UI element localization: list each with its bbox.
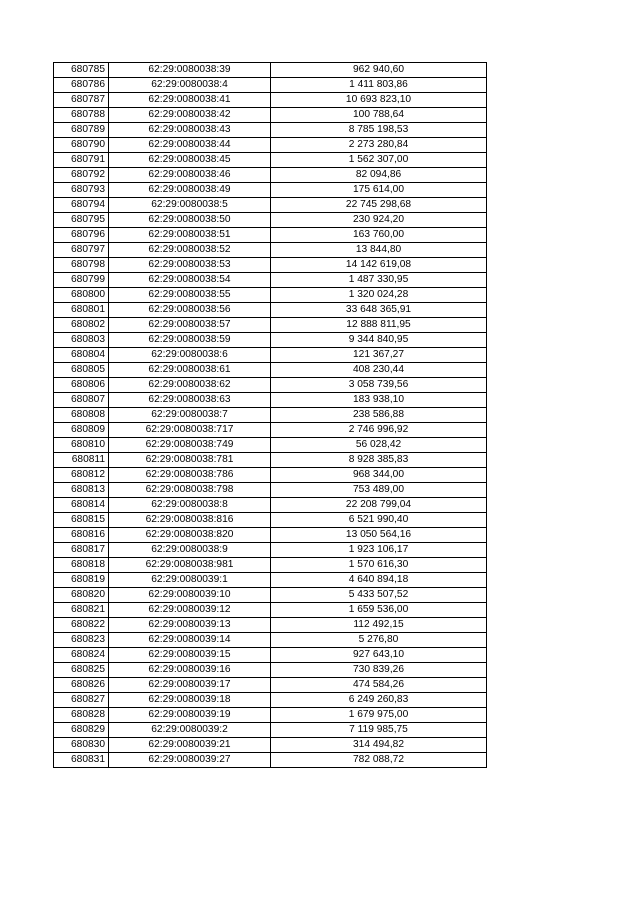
table-row [54, 378, 487, 393]
row-number-cell: 680801 [54, 303, 109, 318]
table-row [54, 288, 487, 303]
row-number-cell: 680791 [54, 153, 109, 168]
cadastral-value-cell: 10 693 823,10 [271, 93, 487, 108]
table-row [54, 678, 487, 693]
cadastral-value-cell: 22 745 298,68 [271, 198, 487, 213]
cadastral-value-cell: 33 648 365,91 [271, 303, 487, 318]
table-row [54, 483, 487, 498]
cadastral-number-cell: 62:29:0080038:49 [109, 183, 271, 198]
table-body [54, 63, 487, 768]
row-number-cell: 680825 [54, 663, 109, 678]
cadastral-value-cell: 730 839,26 [271, 663, 487, 678]
cadastral-value-cell: 8 785 198,53 [271, 123, 487, 138]
cadastral-number-cell: 62:29:0080038:61 [109, 363, 271, 378]
cadastral-number-cell: 62:29:0080038:39 [109, 63, 271, 78]
row-number-cell: 680831 [54, 753, 109, 768]
table-row [54, 453, 487, 468]
table-row [54, 468, 487, 483]
cadastral-value-cell: 1 659 536,00 [271, 603, 487, 618]
table-row [54, 423, 487, 438]
table-row [54, 138, 487, 153]
row-number-cell: 680796 [54, 228, 109, 243]
row-number-cell: 680806 [54, 378, 109, 393]
row-number-cell: 680798 [54, 258, 109, 273]
row-number-cell: 680813 [54, 483, 109, 498]
table-row [54, 348, 487, 363]
row-number-cell: 680789 [54, 123, 109, 138]
cadastral-value-cell: 2 746 996,92 [271, 423, 487, 438]
cadastral-number-cell: 62:29:0080038:43 [109, 123, 271, 138]
table-row [54, 558, 487, 573]
cadastral-value-cell: 1 562 307,00 [271, 153, 487, 168]
cadastral-number-cell: 62:29:0080039:14 [109, 633, 271, 648]
row-number-cell: 680787 [54, 93, 109, 108]
table-row [54, 153, 487, 168]
cadastral-value-cell: 1 487 330,95 [271, 273, 487, 288]
table-row [54, 393, 487, 408]
row-number-cell: 680803 [54, 333, 109, 348]
table-row [54, 633, 487, 648]
cadastral-value-cell: 5 433 507,52 [271, 588, 487, 603]
cadastral-value-cell: 8 928 385,83 [271, 453, 487, 468]
cadastral-number-cell: 62:29:0080038:52 [109, 243, 271, 258]
table-row [54, 573, 487, 588]
row-number-cell: 680820 [54, 588, 109, 603]
cadastral-number-cell: 62:29:0080038:59 [109, 333, 271, 348]
row-number-cell: 680829 [54, 723, 109, 738]
cadastral-value-cell: 12 888 811,95 [271, 318, 487, 333]
table-row [54, 258, 487, 273]
cadastral-value-cell: 13 050 564,16 [271, 528, 487, 543]
row-number-cell: 680819 [54, 573, 109, 588]
table-row [54, 618, 487, 633]
row-number-cell: 680822 [54, 618, 109, 633]
cadastral-value-cell: 121 367,27 [271, 348, 487, 363]
table-row [54, 213, 487, 228]
cadastral-value-cell: 112 492,15 [271, 618, 487, 633]
cadastral-number-cell: 62:29:0080038:7 [109, 408, 271, 423]
cadastral-number-cell: 62:29:0080038:53 [109, 258, 271, 273]
cadastral-value-cell: 175 614,00 [271, 183, 487, 198]
table-row [54, 408, 487, 423]
table-row [54, 228, 487, 243]
cadastral-number-cell: 62:29:0080039:17 [109, 678, 271, 693]
table-row [54, 168, 487, 183]
row-number-cell: 680830 [54, 738, 109, 753]
table-row [54, 108, 487, 123]
cadastral-number-cell: 62:29:0080039:18 [109, 693, 271, 708]
cadastral-value-cell: 474 584,26 [271, 678, 487, 693]
cadastral-value-cell: 962 940,60 [271, 63, 487, 78]
cadastral-value-cell: 753 489,00 [271, 483, 487, 498]
row-number-cell: 680797 [54, 243, 109, 258]
table-row [54, 123, 487, 138]
table-row [54, 543, 487, 558]
row-number-cell: 680821 [54, 603, 109, 618]
cadastral-number-cell: 62:29:0080038:981 [109, 558, 271, 573]
cadastral-number-cell: 62:29:0080039:12 [109, 603, 271, 618]
table-row [54, 528, 487, 543]
cadastral-number-cell: 62:29:0080039:15 [109, 648, 271, 663]
table-row [54, 603, 487, 618]
cadastral-value-cell: 1 679 975,00 [271, 708, 487, 723]
row-number-cell: 680816 [54, 528, 109, 543]
cadastral-number-cell: 62:29:0080038:62 [109, 378, 271, 393]
row-number-cell: 680810 [54, 438, 109, 453]
cadastral-value-cell: 1 320 024,28 [271, 288, 487, 303]
cadastral-number-cell: 62:29:0080039:21 [109, 738, 271, 753]
cadastral-number-cell: 62:29:0080038:50 [109, 213, 271, 228]
row-number-cell: 680805 [54, 363, 109, 378]
cadastral-number-cell: 62:29:0080038:63 [109, 393, 271, 408]
row-number-cell: 680828 [54, 708, 109, 723]
cadastral-number-cell: 62:29:0080038:820 [109, 528, 271, 543]
row-number-cell: 680794 [54, 198, 109, 213]
row-number-cell: 680817 [54, 543, 109, 558]
table-row [54, 93, 487, 108]
cadastral-number-cell: 62:29:0080038:54 [109, 273, 271, 288]
cadastral-number-cell: 62:29:0080038:749 [109, 438, 271, 453]
cadastral-value-cell: 7 119 985,75 [271, 723, 487, 738]
row-number-cell: 680799 [54, 273, 109, 288]
row-number-cell: 680800 [54, 288, 109, 303]
table-row [54, 333, 487, 348]
cadastral-number-cell: 62:29:0080039:10 [109, 588, 271, 603]
table-row [54, 648, 487, 663]
cadastral-value-cell: 13 844,80 [271, 243, 487, 258]
table-row [54, 753, 487, 768]
cadastral-value-cell: 100 788,64 [271, 108, 487, 123]
cadastral-value-table [53, 62, 487, 768]
table-row [54, 243, 487, 258]
cadastral-number-cell: 62:29:0080039:2 [109, 723, 271, 738]
row-number-cell: 680808 [54, 408, 109, 423]
row-number-cell: 680792 [54, 168, 109, 183]
table-row [54, 588, 487, 603]
cadastral-value-cell: 56 028,42 [271, 438, 487, 453]
cadastral-number-cell: 62:29:0080038:41 [109, 93, 271, 108]
table-row [54, 438, 487, 453]
cadastral-number-cell: 62:29:0080039:13 [109, 618, 271, 633]
cadastral-number-cell: 62:29:0080038:56 [109, 303, 271, 318]
cadastral-number-cell: 62:29:0080038:51 [109, 228, 271, 243]
row-number-cell: 680785 [54, 63, 109, 78]
row-number-cell: 680786 [54, 78, 109, 93]
row-number-cell: 680814 [54, 498, 109, 513]
cadastral-value-cell: 5 276,80 [271, 633, 487, 648]
cadastral-number-cell: 62:29:0080038:55 [109, 288, 271, 303]
cadastral-number-cell: 62:29:0080039:19 [109, 708, 271, 723]
cadastral-number-cell: 62:29:0080038:44 [109, 138, 271, 153]
cadastral-value-cell: 22 208 799,04 [271, 498, 487, 513]
cadastral-value-cell: 968 344,00 [271, 468, 487, 483]
row-number-cell: 680790 [54, 138, 109, 153]
cadastral-number-cell: 62:29:0080038:45 [109, 153, 271, 168]
table-row [54, 63, 487, 78]
cadastral-number-cell: 62:29:0080038:781 [109, 453, 271, 468]
cadastral-value-cell: 14 142 619,08 [271, 258, 487, 273]
cadastral-value-cell: 9 344 840,95 [271, 333, 487, 348]
row-number-cell: 680811 [54, 453, 109, 468]
table-row [54, 708, 487, 723]
cadastral-value-cell: 230 924,20 [271, 213, 487, 228]
cadastral-number-cell: 62:29:0080038:717 [109, 423, 271, 438]
table-row [54, 693, 487, 708]
cadastral-value-cell: 314 494,82 [271, 738, 487, 753]
row-number-cell: 680826 [54, 678, 109, 693]
cadastral-number-cell: 62:29:0080038:786 [109, 468, 271, 483]
cadastral-value-cell: 163 760,00 [271, 228, 487, 243]
table-row [54, 723, 487, 738]
cadastral-value-cell: 183 938,10 [271, 393, 487, 408]
cadastral-value-cell: 3 058 739,56 [271, 378, 487, 393]
row-number-cell: 680812 [54, 468, 109, 483]
cadastral-number-cell: 62:29:0080039:1 [109, 573, 271, 588]
cadastral-number-cell: 62:29:0080039:16 [109, 663, 271, 678]
row-number-cell: 680788 [54, 108, 109, 123]
cadastral-number-cell: 62:29:0080038:46 [109, 168, 271, 183]
cadastral-number-cell: 62:29:0080038:6 [109, 348, 271, 363]
cadastral-value-cell: 1 923 106,17 [271, 543, 487, 558]
cadastral-number-cell: 62:29:0080039:27 [109, 753, 271, 768]
table-row [54, 303, 487, 318]
cadastral-value-cell: 238 586,88 [271, 408, 487, 423]
table-row [54, 318, 487, 333]
cadastral-value-cell: 82 094,86 [271, 168, 487, 183]
row-number-cell: 680824 [54, 648, 109, 663]
table-row [54, 273, 487, 288]
cadastral-number-cell: 62:29:0080038:9 [109, 543, 271, 558]
table-row [54, 183, 487, 198]
table-row [54, 363, 487, 378]
cadastral-value-cell: 6 249 260,83 [271, 693, 487, 708]
row-number-cell: 680809 [54, 423, 109, 438]
row-number-cell: 680802 [54, 318, 109, 333]
row-number-cell: 680793 [54, 183, 109, 198]
cadastral-value-cell: 782 088,72 [271, 753, 487, 768]
row-number-cell: 680823 [54, 633, 109, 648]
cadastral-value-cell: 1 411 803,86 [271, 78, 487, 93]
cadastral-value-cell: 408 230,44 [271, 363, 487, 378]
cadastral-value-cell: 4 640 894,18 [271, 573, 487, 588]
row-number-cell: 680807 [54, 393, 109, 408]
cadastral-number-cell: 62:29:0080038:5 [109, 198, 271, 213]
cadastral-value-cell: 6 521 990,40 [271, 513, 487, 528]
row-number-cell: 680804 [54, 348, 109, 363]
row-number-cell: 680818 [54, 558, 109, 573]
cadastral-value-cell: 2 273 280,84 [271, 138, 487, 153]
cadastral-number-cell: 62:29:0080038:798 [109, 483, 271, 498]
table-row [54, 498, 487, 513]
table-row [54, 663, 487, 678]
cadastral-number-cell: 62:29:0080038:4 [109, 78, 271, 93]
table-row [54, 198, 487, 213]
table-row [54, 78, 487, 93]
table-row [54, 513, 487, 528]
cadastral-number-cell: 62:29:0080038:42 [109, 108, 271, 123]
cadastral-number-cell: 62:29:0080038:57 [109, 318, 271, 333]
table-row [54, 738, 487, 753]
row-number-cell: 680795 [54, 213, 109, 228]
row-number-cell: 680815 [54, 513, 109, 528]
cadastral-value-cell: 927 643,10 [271, 648, 487, 663]
cadastral-number-cell: 62:29:0080038:816 [109, 513, 271, 528]
cadastral-number-cell: 62:29:0080038:8 [109, 498, 271, 513]
row-number-cell: 680827 [54, 693, 109, 708]
cadastral-value-cell: 1 570 616,30 [271, 558, 487, 573]
